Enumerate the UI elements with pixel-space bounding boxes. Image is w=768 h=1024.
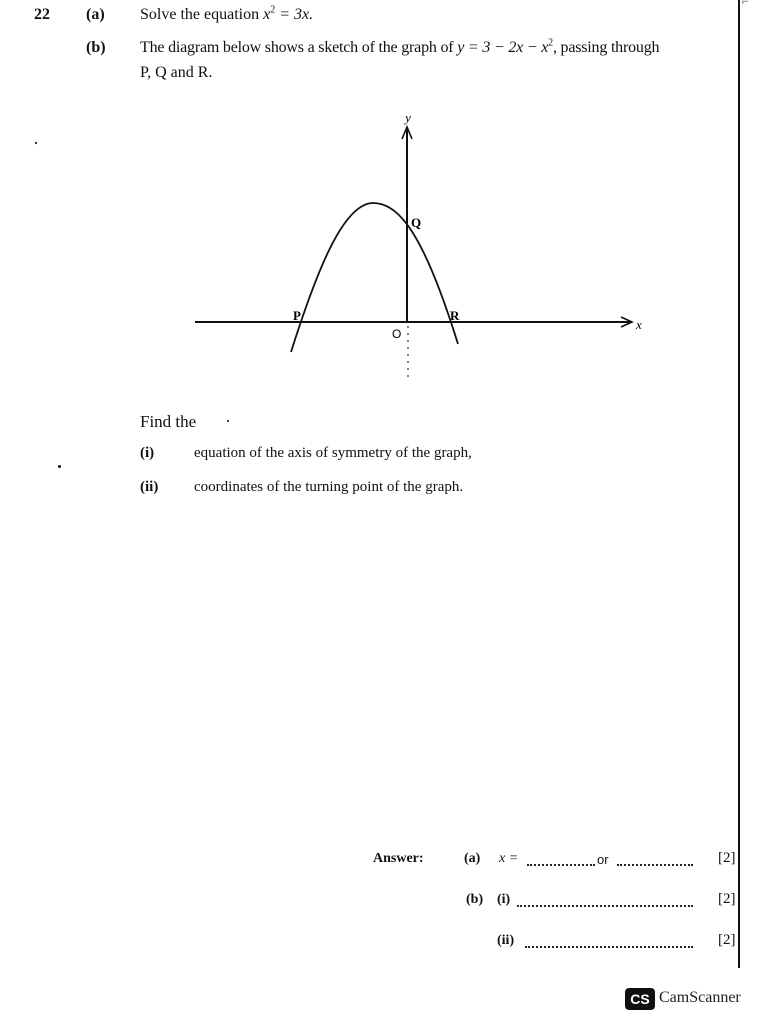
find-intro: Find the: [140, 412, 197, 431]
answer-bii-blank[interactable]: [525, 946, 693, 948]
answer-b-label: (b): [466, 892, 484, 907]
sub-ii-label: (ii): [140, 479, 159, 495]
answer-bi-label: (i): [497, 892, 511, 907]
part-a-prefix: Solve the equation: [140, 6, 264, 23]
answer-label: Answer:: [373, 851, 424, 866]
part-a-exponent: 2: [270, 4, 276, 16]
answer-bi-marks: [2]: [718, 891, 736, 907]
part-b-prefix: The diagram below shows a sketch of the graph of: [140, 39, 458, 56]
point-q-label: Q: [411, 215, 422, 230]
y-axis-label: y: [405, 110, 411, 125]
answer-bii-label: (ii): [497, 933, 515, 948]
part-b-line2: P, Q and R.: [140, 64, 213, 81]
corner-mark: ⌐: [742, 0, 749, 8]
sub-i-label: (i): [140, 445, 155, 461]
question-number: 22: [34, 6, 50, 23]
answer-a-prefix: x =: [499, 851, 519, 866]
camscanner-logo: CS: [625, 988, 655, 1010]
answer-a-blank-1[interactable]: [527, 864, 595, 866]
origin-label: O: [392, 327, 402, 341]
camscanner-name: CamScanner: [659, 989, 741, 1006]
part-b-label: (b): [86, 39, 106, 56]
parabola-curve: [291, 203, 458, 352]
parabola-sketch: [0, 0, 768, 420]
answer-a-marks: [2]: [718, 850, 736, 866]
point-p-label: P: [293, 308, 301, 323]
part-a-label: (a): [86, 6, 105, 23]
scan-speck: [35, 142, 37, 144]
answer-bi-blank[interactable]: [517, 905, 693, 907]
sub-i-text: equation of the axis of symmetry of the graph,: [194, 445, 472, 461]
part-b-equation: y = 3 − 2x − x: [457, 39, 549, 56]
answer-a-blank-2[interactable]: [617, 864, 693, 866]
answer-bii-marks: [2]: [718, 932, 736, 948]
scan-speck: [227, 420, 229, 422]
point-r-label: R: [450, 308, 460, 323]
part-a-eq-rest: = 3x.: [275, 6, 314, 23]
answer-a-label: (a): [464, 851, 481, 866]
part-b-suffix: , passing through: [552, 39, 660, 56]
answer-a-or: or: [597, 852, 609, 867]
part-b-exponent: 2: [548, 37, 553, 49]
part-a-var: x: [263, 6, 271, 23]
scan-speck: [58, 465, 61, 468]
sub-ii-text: coordinates of the turning point of the graph.: [194, 479, 464, 495]
x-axis-label: x: [636, 317, 642, 332]
